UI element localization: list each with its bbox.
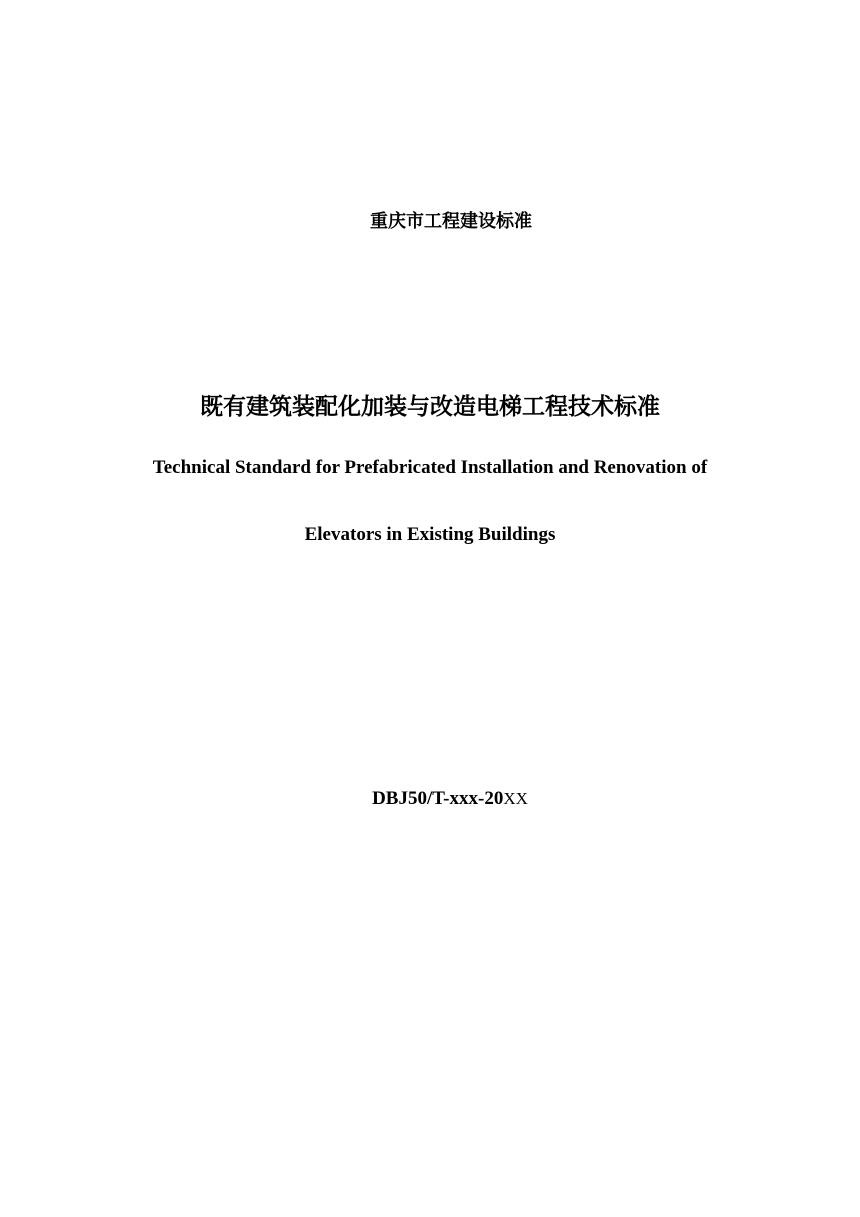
document-title-english-line-1: Technical Standard for Prefabricated Installation and Renovation of — [152, 457, 708, 478]
document-title-english-line-2: Elevators in Existing Buildings — [304, 524, 556, 545]
standard-series-name: 重庆市工程建设标准 — [370, 211, 532, 232]
standard-code — [20, 786, 860, 812]
standard-code-number: DBJ50/T-xxx-20 — [372, 788, 504, 809]
document-title-chinese: 既有建筑装配化加装与改造电梯工程技术标准 — [200, 394, 660, 420]
standard-code-year-placeholder: XX — [503, 789, 528, 808]
